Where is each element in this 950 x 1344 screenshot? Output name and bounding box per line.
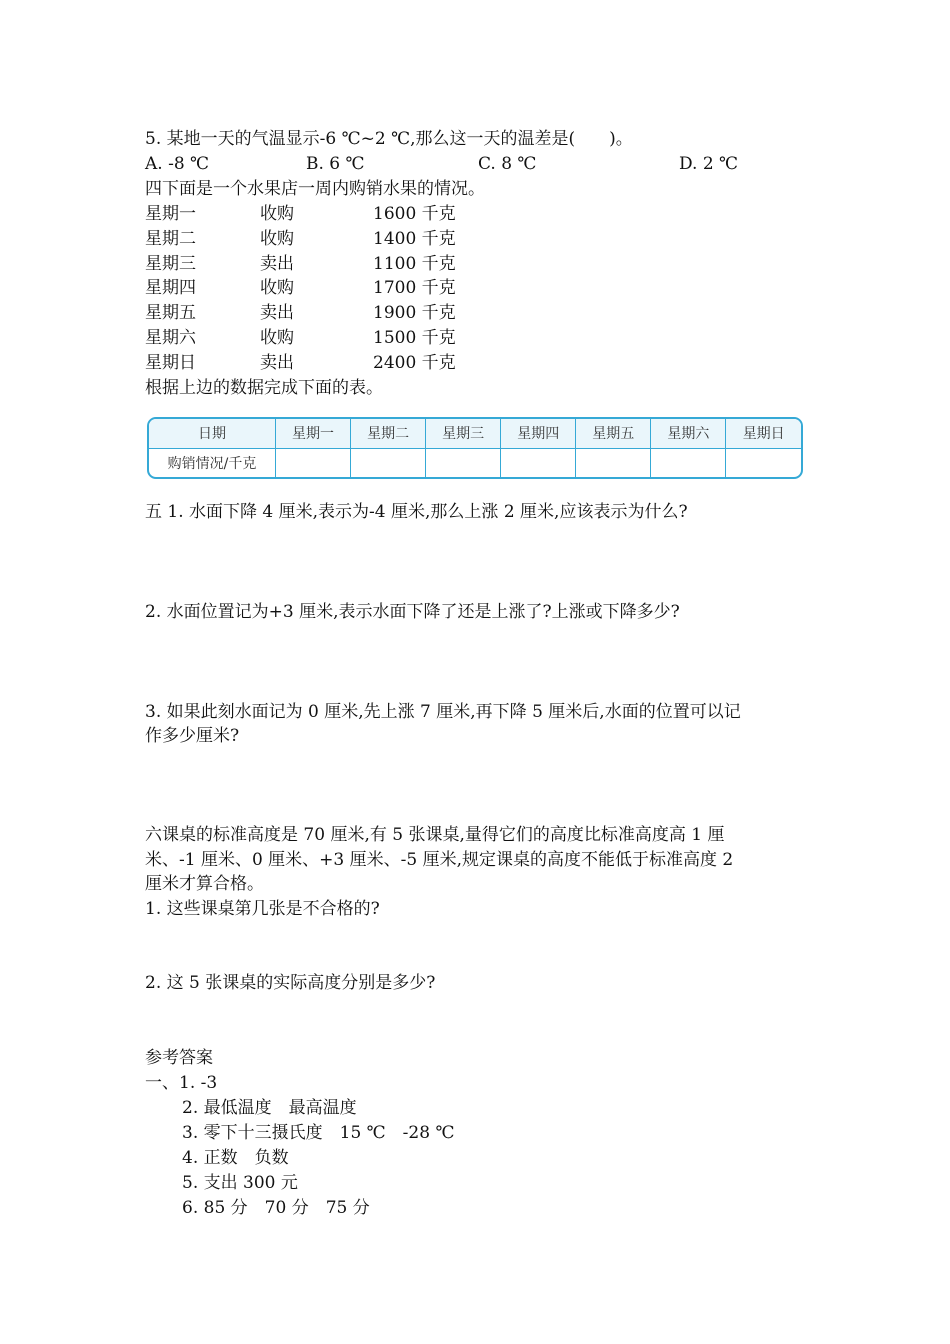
section-6-q2: 2. 这 5 张课桌的实际高度分别是多少? — [145, 973, 436, 993]
header-cell: 日期 — [149, 419, 276, 448]
answer-cell[interactable] — [576, 448, 651, 477]
answer-line: 5. 支出 300 元 — [182, 1173, 298, 1193]
table-instruction: 根据上边的数据完成下面的表。 — [145, 378, 383, 398]
action-label: 收购 — [260, 328, 294, 348]
action-label: 卖出 — [260, 254, 294, 274]
section-5-q3-line1: 3. 如果此刻水面记为 0 厘米,先上涨 7 厘米,再下降 5 厘米后,水面的位置可以记 — [145, 702, 741, 722]
section-6-line1: 六课桌的标准高度是 70 厘米,有 5 张课桌,量得它们的高度比标准高度高 1 厘 — [145, 825, 725, 845]
amount-value: 2400 千克 — [373, 353, 456, 373]
day-label: 星期三 — [145, 254, 196, 274]
section-6-q1: 1. 这些课桌第几张是不合格的? — [145, 899, 380, 919]
header-cell: 星期日 — [726, 419, 801, 448]
section-6-line3: 厘米才算合格。 — [145, 874, 264, 894]
action-label: 卖出 — [260, 303, 294, 323]
action-label: 收购 — [260, 204, 294, 224]
action-label: 收购 — [260, 229, 294, 249]
option-a: A. -8 ℃ — [145, 154, 210, 174]
amount-value: 1500 千克 — [373, 328, 456, 348]
action-label: 收购 — [260, 278, 294, 298]
section-5-q3-line2: 作多少厘米? — [145, 726, 240, 746]
table-row — [149, 448, 801, 477]
answer-line: 3. 零下十三摄氏度 15 ℃ -28 ℃ — [182, 1123, 455, 1143]
action-label: 卖出 — [260, 353, 294, 373]
answer-cell[interactable] — [276, 448, 351, 477]
answer-cell[interactable] — [726, 448, 801, 477]
amount-value: 1400 千克 — [373, 229, 456, 249]
question-5-stem: 5. 某地一天的气温显示-6 ℃~2 ℃,那么这一天的温差是( )。 — [145, 129, 633, 149]
answer-line: 一、1. -3 — [145, 1073, 218, 1093]
sales-table — [147, 417, 803, 479]
header-cell: 星期四 — [501, 419, 576, 448]
day-label: 星期二 — [145, 229, 196, 249]
amount-value: 1600 千克 — [373, 204, 456, 224]
section-4-intro: 四下面是一个水果店一周内购销水果的情况。 — [145, 179, 485, 199]
header-cell: 星期六 — [651, 419, 726, 448]
day-label: 星期六 — [145, 328, 196, 348]
header-cell: 星期一 — [276, 419, 351, 448]
row-label-cell: 购销情况/千克 — [149, 448, 276, 477]
day-label: 星期日 — [145, 353, 196, 373]
answer-line: 2. 最低温度 最高温度 — [182, 1098, 357, 1118]
section-5-q2: 2. 水面位置记为+3 厘米,表示水面下降了还是上涨了?上涨或下降多少? — [145, 602, 680, 622]
option-c: C. 8 ℃ — [478, 154, 537, 174]
section-5-q1: 五 1. 水面下降 4 厘米,表示为-4 厘米,那么上涨 2 厘米,应该表示为什么? — [145, 502, 688, 522]
amount-value: 1900 千克 — [373, 303, 456, 323]
answer-cell[interactable] — [426, 448, 501, 477]
header-cell: 星期三 — [426, 419, 501, 448]
amount-value: 1700 千克 — [373, 278, 456, 298]
header-cell: 星期五 — [576, 419, 651, 448]
answer-cell[interactable] — [651, 448, 726, 477]
header-cell: 星期二 — [351, 419, 426, 448]
table-header-row — [149, 419, 801, 448]
answer-line: 4. 正数 负数 — [182, 1148, 289, 1168]
answer-cell[interactable] — [351, 448, 426, 477]
day-label: 星期五 — [145, 303, 196, 323]
answers-title: 参考答案 — [145, 1048, 213, 1068]
section-6-line2: 米、-1 厘米、0 厘米、+3 厘米、-5 厘米,规定课桌的高度不能低于标准高度 2 — [145, 850, 734, 870]
amount-value: 1100 千克 — [373, 254, 456, 274]
day-label: 星期四 — [145, 278, 196, 298]
answer-line: 6. 85 分 70 分 75 分 — [182, 1198, 370, 1218]
option-b: B. 6 ℃ — [306, 154, 365, 174]
answer-cell[interactable] — [501, 448, 576, 477]
day-label: 星期一 — [145, 204, 196, 224]
option-d: D. 2 ℃ — [679, 154, 739, 174]
